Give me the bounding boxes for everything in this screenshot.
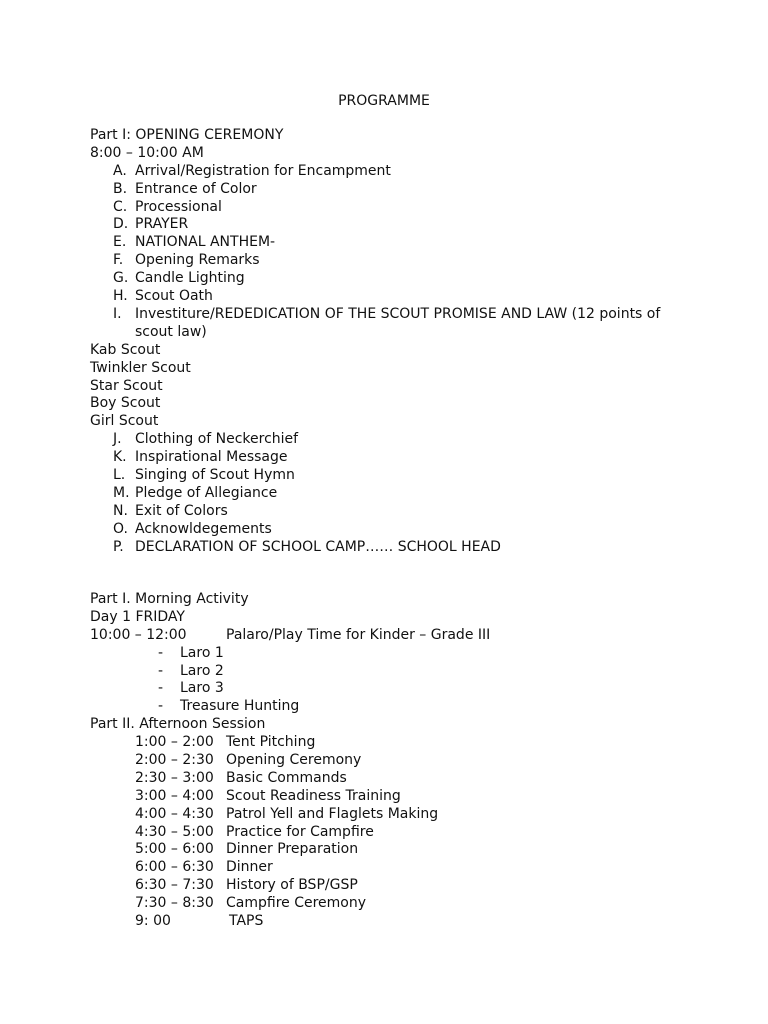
- schedule-row: [90, 859, 690, 877]
- scout-category: Boy Scout: [90, 395, 161, 412]
- bullet-dash: -: [158, 662, 164, 679]
- item-letter: E.: [113, 234, 127, 251]
- list-item: [90, 521, 690, 539]
- schedule-row: [90, 895, 690, 913]
- bullet-item: [90, 645, 690, 663]
- schedule-row: [90, 734, 690, 752]
- list-item: [90, 199, 690, 217]
- item-text: Clothing of Neckerchief: [135, 431, 299, 448]
- schedule-time: 6:30 – 7:30: [135, 877, 214, 894]
- item-text: NATIONAL ANTHEM-: [135, 234, 276, 251]
- item-letter: B.: [113, 180, 128, 197]
- bullet-dash: -: [158, 698, 164, 715]
- item-letter: K.: [113, 449, 127, 466]
- item-text: Scout Oath: [135, 288, 213, 305]
- list-item: [90, 234, 690, 252]
- list-item: [90, 431, 690, 449]
- item-letter: J.: [113, 431, 122, 448]
- schedule-time: 7:30 – 8:30: [135, 895, 214, 912]
- schedule-time: 3:00 – 4:00: [135, 787, 214, 804]
- item-letter: L.: [113, 466, 126, 483]
- schedule-activity: Basic Commands: [226, 769, 347, 786]
- item-letter: H.: [113, 288, 128, 305]
- item-text: Pledge of Allegiance: [135, 484, 278, 501]
- scout-category: Star Scout: [90, 377, 163, 394]
- scout-category: Twinkler Scout: [90, 359, 191, 376]
- list-item: [90, 288, 690, 306]
- schedule-activity: Opening Ceremony: [226, 752, 362, 769]
- schedule-time: 1:00 – 2:00: [135, 734, 214, 751]
- bullet-item: [90, 663, 690, 681]
- list-item: [90, 539, 690, 557]
- bullet-item: [90, 698, 690, 716]
- schedule-time: 9: 00: [135, 913, 171, 930]
- item-letter: M.: [113, 484, 130, 501]
- item-text: Singing of Scout Hymn: [135, 466, 295, 483]
- schedule-activity: Palaro/Play Time for Kinder – Grade III: [226, 626, 491, 643]
- scout-category: Girl Scout: [90, 413, 159, 430]
- schedule-activity: Tent Pitching: [226, 734, 316, 751]
- schedule-activity: Patrol Yell and Flaglets Making: [226, 805, 439, 822]
- item-letter: A.: [113, 162, 127, 179]
- schedule-activity: Scout Readiness Training: [226, 787, 401, 804]
- bullet-dash: -: [158, 644, 164, 661]
- list-item: [90, 503, 690, 521]
- item-text: DECLARATION OF SCHOOL CAMP…… SCHOOL HEAD: [135, 538, 501, 555]
- section-heading: Part I. Morning Activity: [90, 591, 249, 607]
- list-item: [90, 181, 690, 199]
- schedule-row: [90, 788, 690, 806]
- section-time: 8:00 – 10:00 AM: [90, 144, 204, 161]
- scout-category: Kab Scout: [90, 341, 161, 358]
- bullet-text: Laro 2: [180, 662, 224, 679]
- schedule-row: [90, 913, 690, 931]
- day-label: Day 1 FRIDAY: [90, 608, 185, 625]
- item-letter: D.: [113, 216, 129, 233]
- list-item: [90, 467, 690, 485]
- schedule-time: 4:30 – 5:00: [135, 823, 214, 840]
- schedule-time: 2:00 – 2:30: [135, 752, 214, 769]
- item-letter: N.: [113, 502, 128, 519]
- bullet-text: Laro 3: [180, 680, 224, 697]
- item-letter: F.: [113, 252, 124, 269]
- schedule-row: [90, 841, 690, 859]
- schedule-row: [90, 877, 690, 895]
- section-heading: Part II. Afternoon Session: [90, 716, 266, 733]
- item-text: Acknowldegements: [135, 520, 272, 537]
- bullet-dash: -: [158, 680, 164, 697]
- section-heading: Part I: OPENING CEREMONY: [90, 127, 284, 143]
- item-letter: I.: [113, 305, 122, 322]
- schedule-activity: Practice for Campfire: [226, 823, 374, 840]
- item-text: Investiture/REDEDICATION OF THE SCOUT PROMISE AND LAW (12 points of scout law): [135, 305, 661, 340]
- list-item: [90, 449, 690, 467]
- schedule-row: [90, 752, 690, 770]
- schedule-time: 5:00 – 6:00: [135, 841, 214, 858]
- item-text: Arrival/Registration for Encampment: [135, 162, 391, 179]
- item-text: Entrance of Color: [135, 180, 257, 197]
- opening-ceremony-section: [90, 127, 690, 556]
- bullet-text: Treasure Hunting: [180, 698, 300, 715]
- list-item: [90, 485, 690, 503]
- schedule-time: 4:00 – 4:30: [135, 805, 214, 822]
- item-text: Exit of Colors: [135, 502, 228, 519]
- schedule-row: [90, 806, 690, 824]
- list-item: [90, 306, 690, 342]
- item-text: Processional: [135, 198, 222, 215]
- item-text: Candle Lighting: [135, 270, 245, 287]
- schedule-activity: Dinner Preparation: [226, 841, 359, 858]
- list-item: [90, 163, 690, 181]
- schedule-activity: TAPS: [229, 913, 264, 930]
- item-letter: C.: [113, 198, 128, 215]
- item-text: PRAYER: [135, 216, 189, 233]
- list-item: [90, 252, 690, 270]
- item-letter: P.: [113, 538, 124, 555]
- bullet-text: Laro 1: [180, 644, 224, 661]
- schedule-row: [90, 627, 690, 645]
- list-item: [90, 216, 690, 234]
- schedule-time: 10:00 – 12:00: [90, 626, 187, 643]
- item-letter: G.: [113, 270, 129, 287]
- schedule-activity: Dinner: [226, 859, 273, 876]
- item-letter: O.: [113, 520, 128, 537]
- schedule-time: 2:30 – 3:00: [135, 769, 214, 786]
- schedule-row: [90, 770, 690, 788]
- morning-activity-section: [90, 591, 690, 931]
- bullet-item: [90, 680, 690, 698]
- schedule-time: 6:00 – 6:30: [135, 859, 214, 876]
- schedule-row: [90, 824, 690, 842]
- page-title: PROGRAMME: [338, 93, 430, 109]
- item-text: Inspirational Message: [135, 449, 288, 466]
- item-text: Opening Remarks: [135, 252, 260, 269]
- schedule-activity: History of BSP/GSP: [226, 877, 358, 894]
- list-item: [90, 270, 690, 288]
- schedule-activity: Campfire Ceremony: [226, 895, 367, 912]
